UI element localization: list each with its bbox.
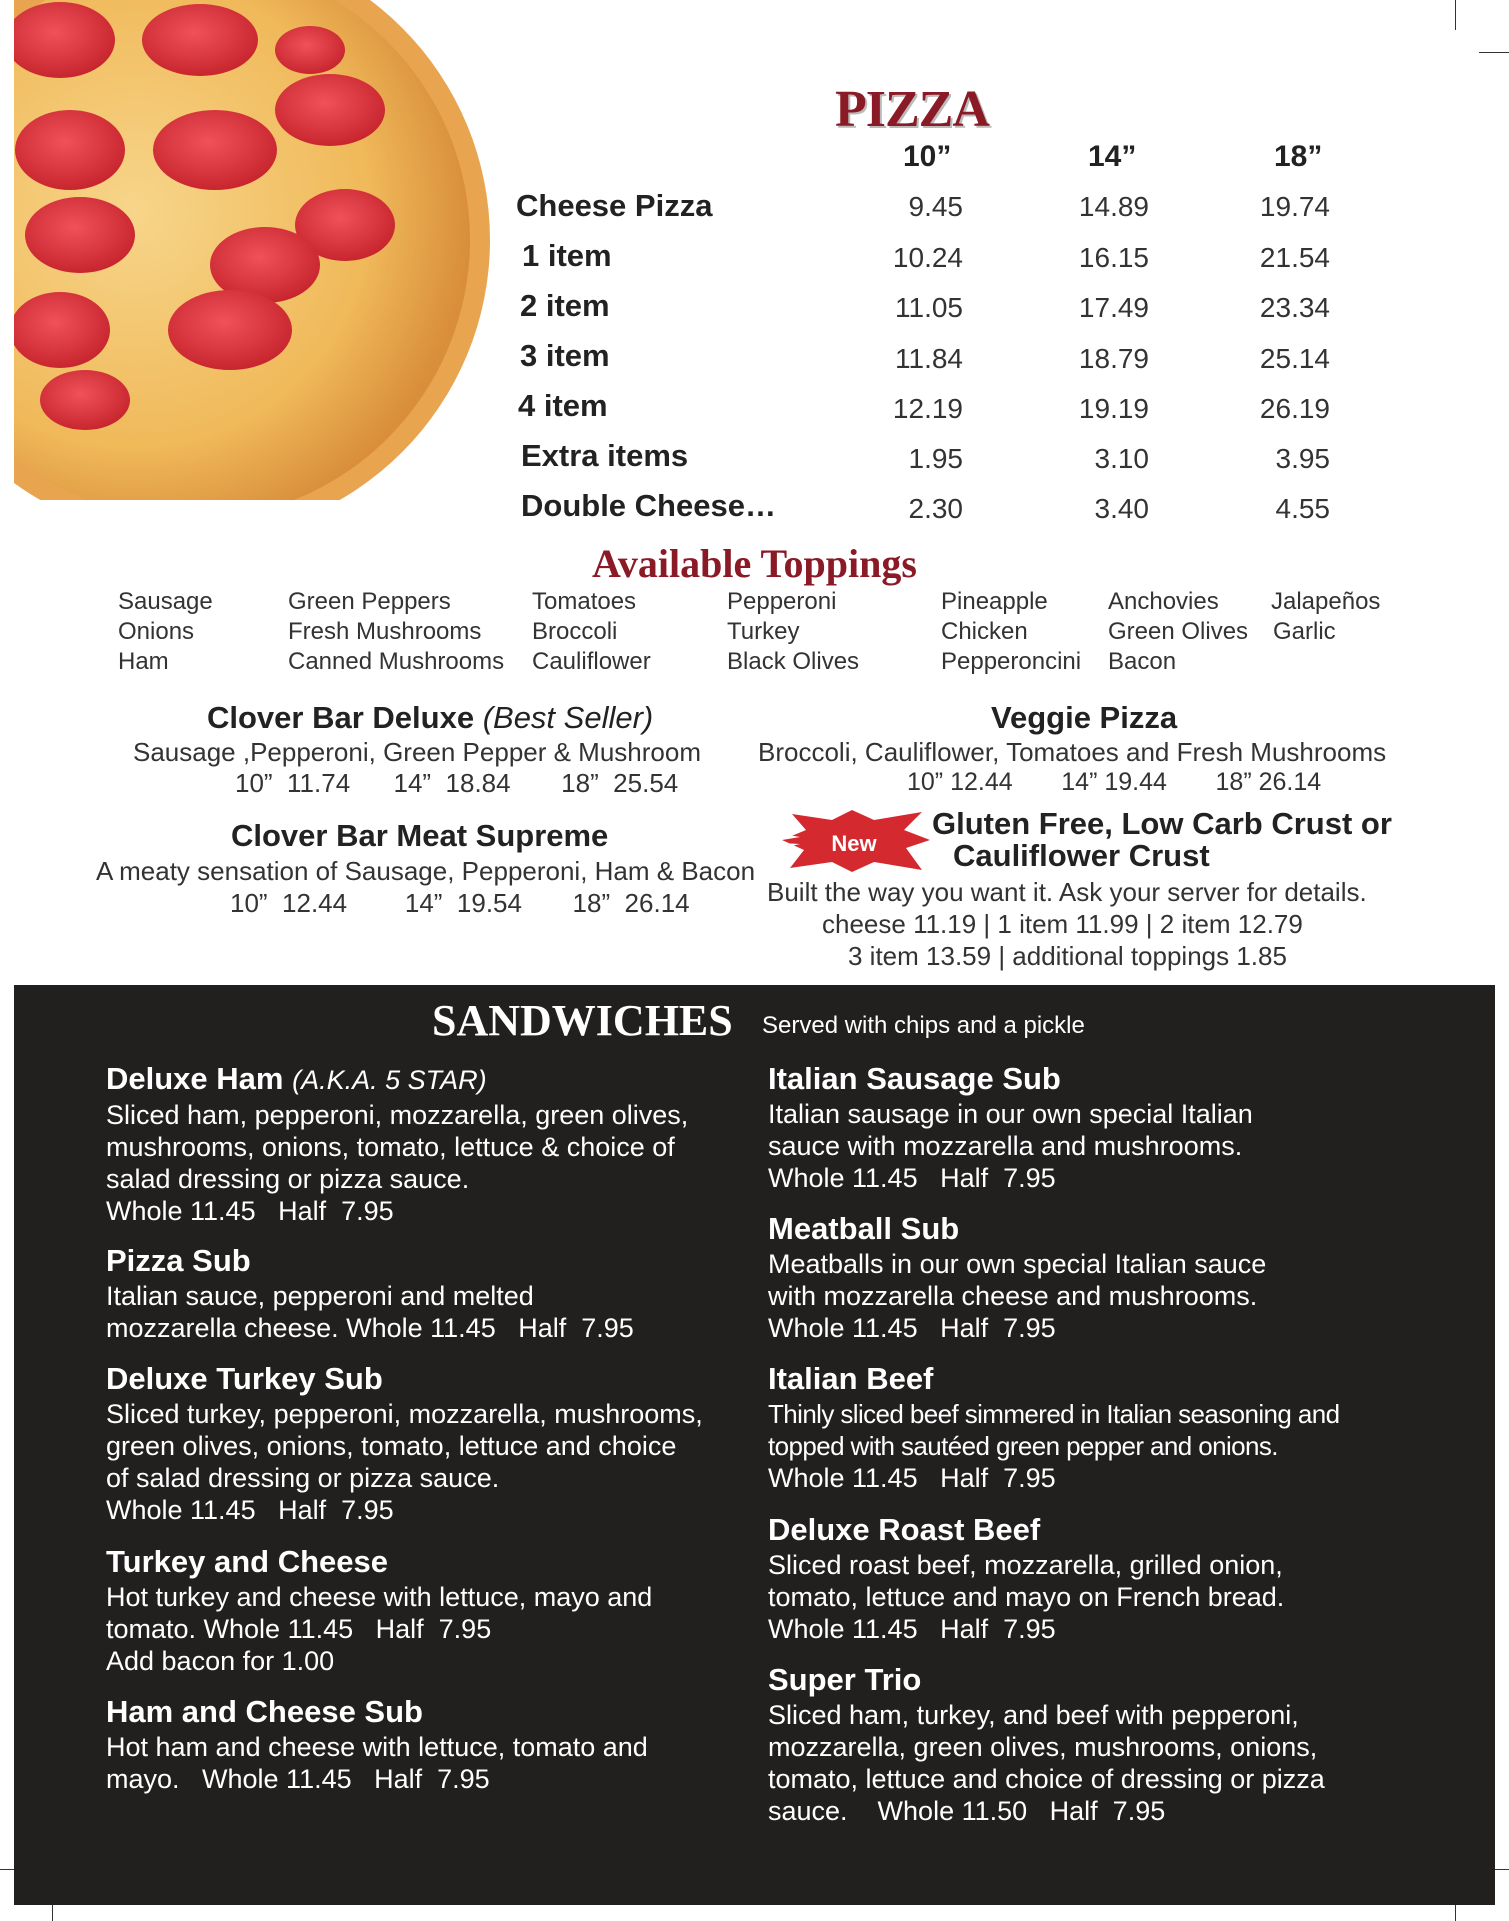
price-14: 3.40	[1094, 493, 1149, 524]
topping-item: Broccoli	[532, 618, 618, 645]
sandwich-desc-line: mozzarella cheese. Whole 11.45 Half 7.95	[106, 1313, 634, 1343]
size-header-10: 10”	[903, 140, 952, 173]
sandwich-desc-line: with mozzarella cheese and mushrooms.	[768, 1281, 1258, 1311]
sandwich-item	[106, 1244, 766, 1344]
sandwich-desc-line: Sliced ham, turkey, and beef with pepperoni,	[768, 1700, 1299, 1730]
sandwich-desc-line: mushrooms, onions, tomato, lettuce & choice of	[106, 1132, 675, 1162]
sandwich-item	[106, 1545, 766, 1677]
topping-item: Tomatoes	[532, 588, 637, 615]
sandwich-desc-line: Thinly sliced beef simmered in Italian seasoning and	[768, 1399, 1340, 1429]
deluxe-tag: (Best Seller)	[482, 700, 654, 735]
sandwich-item	[106, 1695, 766, 1795]
topping-item: Black Olives	[727, 648, 860, 675]
meat-supreme-prices: 10” 12.44 14” 19.54 18” 26.14	[230, 888, 690, 918]
deluxe-prices: 10” 11.74 14” 18.84 18” 25.54	[235, 768, 679, 798]
sandwich-tag: (A.K.A. 5 STAR)	[292, 1065, 487, 1095]
price-18: 4.55	[1275, 493, 1330, 524]
sandwich-price: sauce. Whole 11.50 Half 7.95	[768, 1796, 1166, 1826]
sandwich-desc-line: Add bacon for 1.00	[106, 1646, 335, 1676]
sandwich-item	[768, 1362, 1408, 1494]
price-18: 3.95	[1275, 443, 1330, 474]
crop-mark	[1455, 0, 1456, 30]
price-14: 14.89	[1078, 191, 1149, 222]
veggie-title: Veggie Pizza	[991, 700, 1178, 735]
price-18: 19.74	[1259, 191, 1330, 222]
topping-item: Anchovies	[1108, 588, 1219, 615]
sandwiches-subtitle: Served with chips and a pickle	[762, 1012, 1085, 1039]
sandwich-desc-line: Sliced roast beef, mozzarella, grilled onion,	[768, 1550, 1283, 1580]
sandwich-price: Whole 11.45 Half 7.95	[106, 1196, 394, 1226]
row-label: 1 item	[522, 238, 612, 273]
size-header-14: 14”	[1088, 140, 1137, 173]
new-burst-icon	[782, 810, 932, 872]
sandwich-name: Turkey and Cheese	[106, 1544, 388, 1579]
sandwich-desc-line: Italian sausage in our own special Italian	[768, 1099, 1253, 1129]
sandwich-name: Italian Beef	[768, 1361, 934, 1396]
veggie-desc: Broccoli, Cauliflower, Tomatoes and Fresh Mushrooms	[758, 737, 1387, 767]
sandwich-price: Whole 11.45 Half 7.95	[768, 1463, 1056, 1493]
sandwich-desc-line: topped with sautéed green pepper and onions.	[768, 1431, 1278, 1461]
topping-item: Chicken	[941, 618, 1028, 645]
sandwich-desc-line: mozzarella, green olives, mushrooms, onions,	[768, 1732, 1318, 1762]
price-10: 1.95	[908, 443, 963, 474]
deluxe-title	[207, 700, 653, 736]
sandwich-item	[768, 1513, 1428, 1645]
row-label: 3 item	[520, 338, 610, 373]
sandwich-desc-line: green olives, onions, tomato, lettuce and choice	[106, 1431, 677, 1461]
sandwich-desc-line: Hot ham and cheese with lettuce, tomato and	[106, 1732, 648, 1762]
pepperoni-pizza-image	[0, 0, 500, 500]
sandwich-desc-line: tomato, lettuce and mayo on French bread.	[768, 1582, 1285, 1612]
price-10: 11.84	[895, 343, 963, 374]
row-label: Double Cheese…	[521, 488, 776, 523]
pizza-section-title: PIZZA	[835, 81, 989, 138]
sandwich-desc-line: mayo. Whole 11.45 Half 7.95	[106, 1764, 490, 1794]
price-10: 11.05	[895, 292, 963, 323]
price-14: 19.19	[1078, 393, 1149, 424]
topping-item: Pepperoncini	[941, 648, 1082, 675]
sandwich-name-text: Deluxe Ham	[106, 1061, 284, 1096]
sandwich-desc-line: Sliced turkey, pepperoni, mozzarella, mushrooms,	[106, 1399, 703, 1429]
size-header-18: 18”	[1274, 140, 1323, 173]
price-10: 9.45	[908, 191, 963, 222]
price-14: 3.10	[1094, 443, 1149, 474]
topping-item: Canned Mushrooms	[288, 648, 505, 675]
topping-item: Fresh Mushrooms	[288, 618, 482, 645]
price-14: 17.49	[1078, 292, 1149, 323]
deluxe-name: Clover Bar Deluxe	[207, 700, 475, 735]
price-10: 2.30	[908, 493, 963, 524]
sandwich-name	[106, 1062, 766, 1097]
sandwich-price: Whole 11.45 Half 7.95	[768, 1614, 1056, 1644]
sandwich-name: Deluxe Turkey Sub	[106, 1361, 383, 1396]
sandwich-desc-line: Meatballs in our own special Italian sauce	[768, 1249, 1267, 1279]
sandwich-item	[768, 1212, 1428, 1344]
deluxe-desc: Sausage ,Pepperoni, Green Pepper & Mushroom	[133, 737, 702, 767]
sandwich-name: Meatball Sub	[768, 1211, 960, 1246]
sandwich-item	[106, 1362, 766, 1526]
sandwich-item	[768, 1062, 1428, 1194]
sandwich-price: Whole 11.45 Half 7.95	[106, 1495, 394, 1525]
topping-item: Pepperoni	[727, 588, 837, 615]
sandwich-item	[768, 1663, 1428, 1827]
meat-supreme-desc: A meaty sensation of Sausage, Pepperoni, Ham & Bacon	[96, 856, 756, 886]
topping-item: Jalapeños	[1271, 588, 1381, 615]
sandwich-item	[106, 1062, 766, 1227]
sandwich-name: Super Trio	[768, 1662, 922, 1697]
sandwich-desc-line: of salad dressing or pizza sauce.	[106, 1463, 500, 1493]
veggie-prices: 10” 12.44 14” 19.44 18” 26.14	[907, 768, 1322, 796]
topping-item: Bacon	[1108, 648, 1177, 675]
topping-item: Ham	[118, 648, 169, 675]
topping-item: Green Peppers	[288, 588, 451, 615]
price-18: 25.14	[1259, 343, 1330, 374]
sandwich-desc-line: tomato. Whole 11.45 Half 7.95	[106, 1614, 492, 1644]
price-10: 12.19	[892, 393, 963, 424]
sandwich-name: Ham and Cheese Sub	[106, 1694, 423, 1729]
topping-item: Sausage	[118, 588, 213, 615]
topping-item: Garlic	[1273, 618, 1336, 645]
price-18: 26.19	[1259, 393, 1330, 424]
topping-item: Green Olives	[1108, 618, 1249, 645]
topping-item: Turkey	[727, 618, 800, 645]
sandwiches-title: SANDWICHES	[432, 996, 733, 1045]
sandwich-name: Deluxe Roast Beef	[768, 1512, 1041, 1547]
gluten-free-title-line2: Cauliflower Crust	[953, 838, 1210, 873]
sandwich-name: Italian Sausage Sub	[768, 1061, 1061, 1096]
sandwich-desc-line: sauce with mozzarella and mushrooms.	[768, 1131, 1243, 1161]
sandwich-desc-line: Sliced ham, pepperoni, mozzarella, green olives,	[106, 1100, 689, 1130]
meat-supreme-title: Clover Bar Meat Supreme	[231, 818, 609, 853]
sandwich-desc-line: salad dressing or pizza sauce.	[106, 1164, 470, 1194]
new-badge-label: New	[831, 831, 877, 856]
topping-item: Onions	[118, 618, 195, 645]
sandwich-desc-line: Hot turkey and cheese with lettuce, mayo and	[106, 1582, 653, 1612]
price-18: 21.54	[1259, 242, 1330, 273]
row-label: Cheese Pizza	[516, 188, 713, 223]
price-14: 16.15	[1078, 242, 1149, 273]
gluten-free-prices-1: cheese 11.19 | 1 item 11.99 | 2 item 12.79	[822, 909, 1303, 939]
row-label: 4 item	[518, 388, 608, 423]
crop-mark	[1479, 52, 1509, 53]
sandwich-price: Whole 11.45 Half 7.95	[768, 1313, 1056, 1343]
row-label: 2 item	[520, 288, 610, 323]
price-14: 18.79	[1078, 343, 1149, 374]
price-10: 10.24	[892, 242, 963, 273]
sandwich-desc-line: tomato, lettuce and choice of dressing or pizza	[768, 1764, 1325, 1794]
price-18: 23.34	[1259, 292, 1330, 323]
topping-item: Pineapple	[941, 588, 1048, 615]
gluten-free-title-line1: Gluten Free, Low Carb Crust or	[932, 806, 1392, 841]
sandwich-desc-line: Italian sauce, pepperoni and melted	[106, 1281, 534, 1311]
topping-item: Cauliflower	[532, 648, 651, 675]
toppings-title: Available Toppings	[592, 541, 917, 586]
gluten-free-prices-2: 3 item 13.59 | additional toppings 1.85	[848, 941, 1287, 971]
row-label: Extra items	[521, 438, 689, 473]
sandwich-price: Whole 11.45 Half 7.95	[768, 1163, 1056, 1193]
sandwich-name: Pizza Sub	[106, 1243, 251, 1278]
gluten-free-desc: Built the way you want it. Ask your server for details.	[767, 877, 1367, 907]
